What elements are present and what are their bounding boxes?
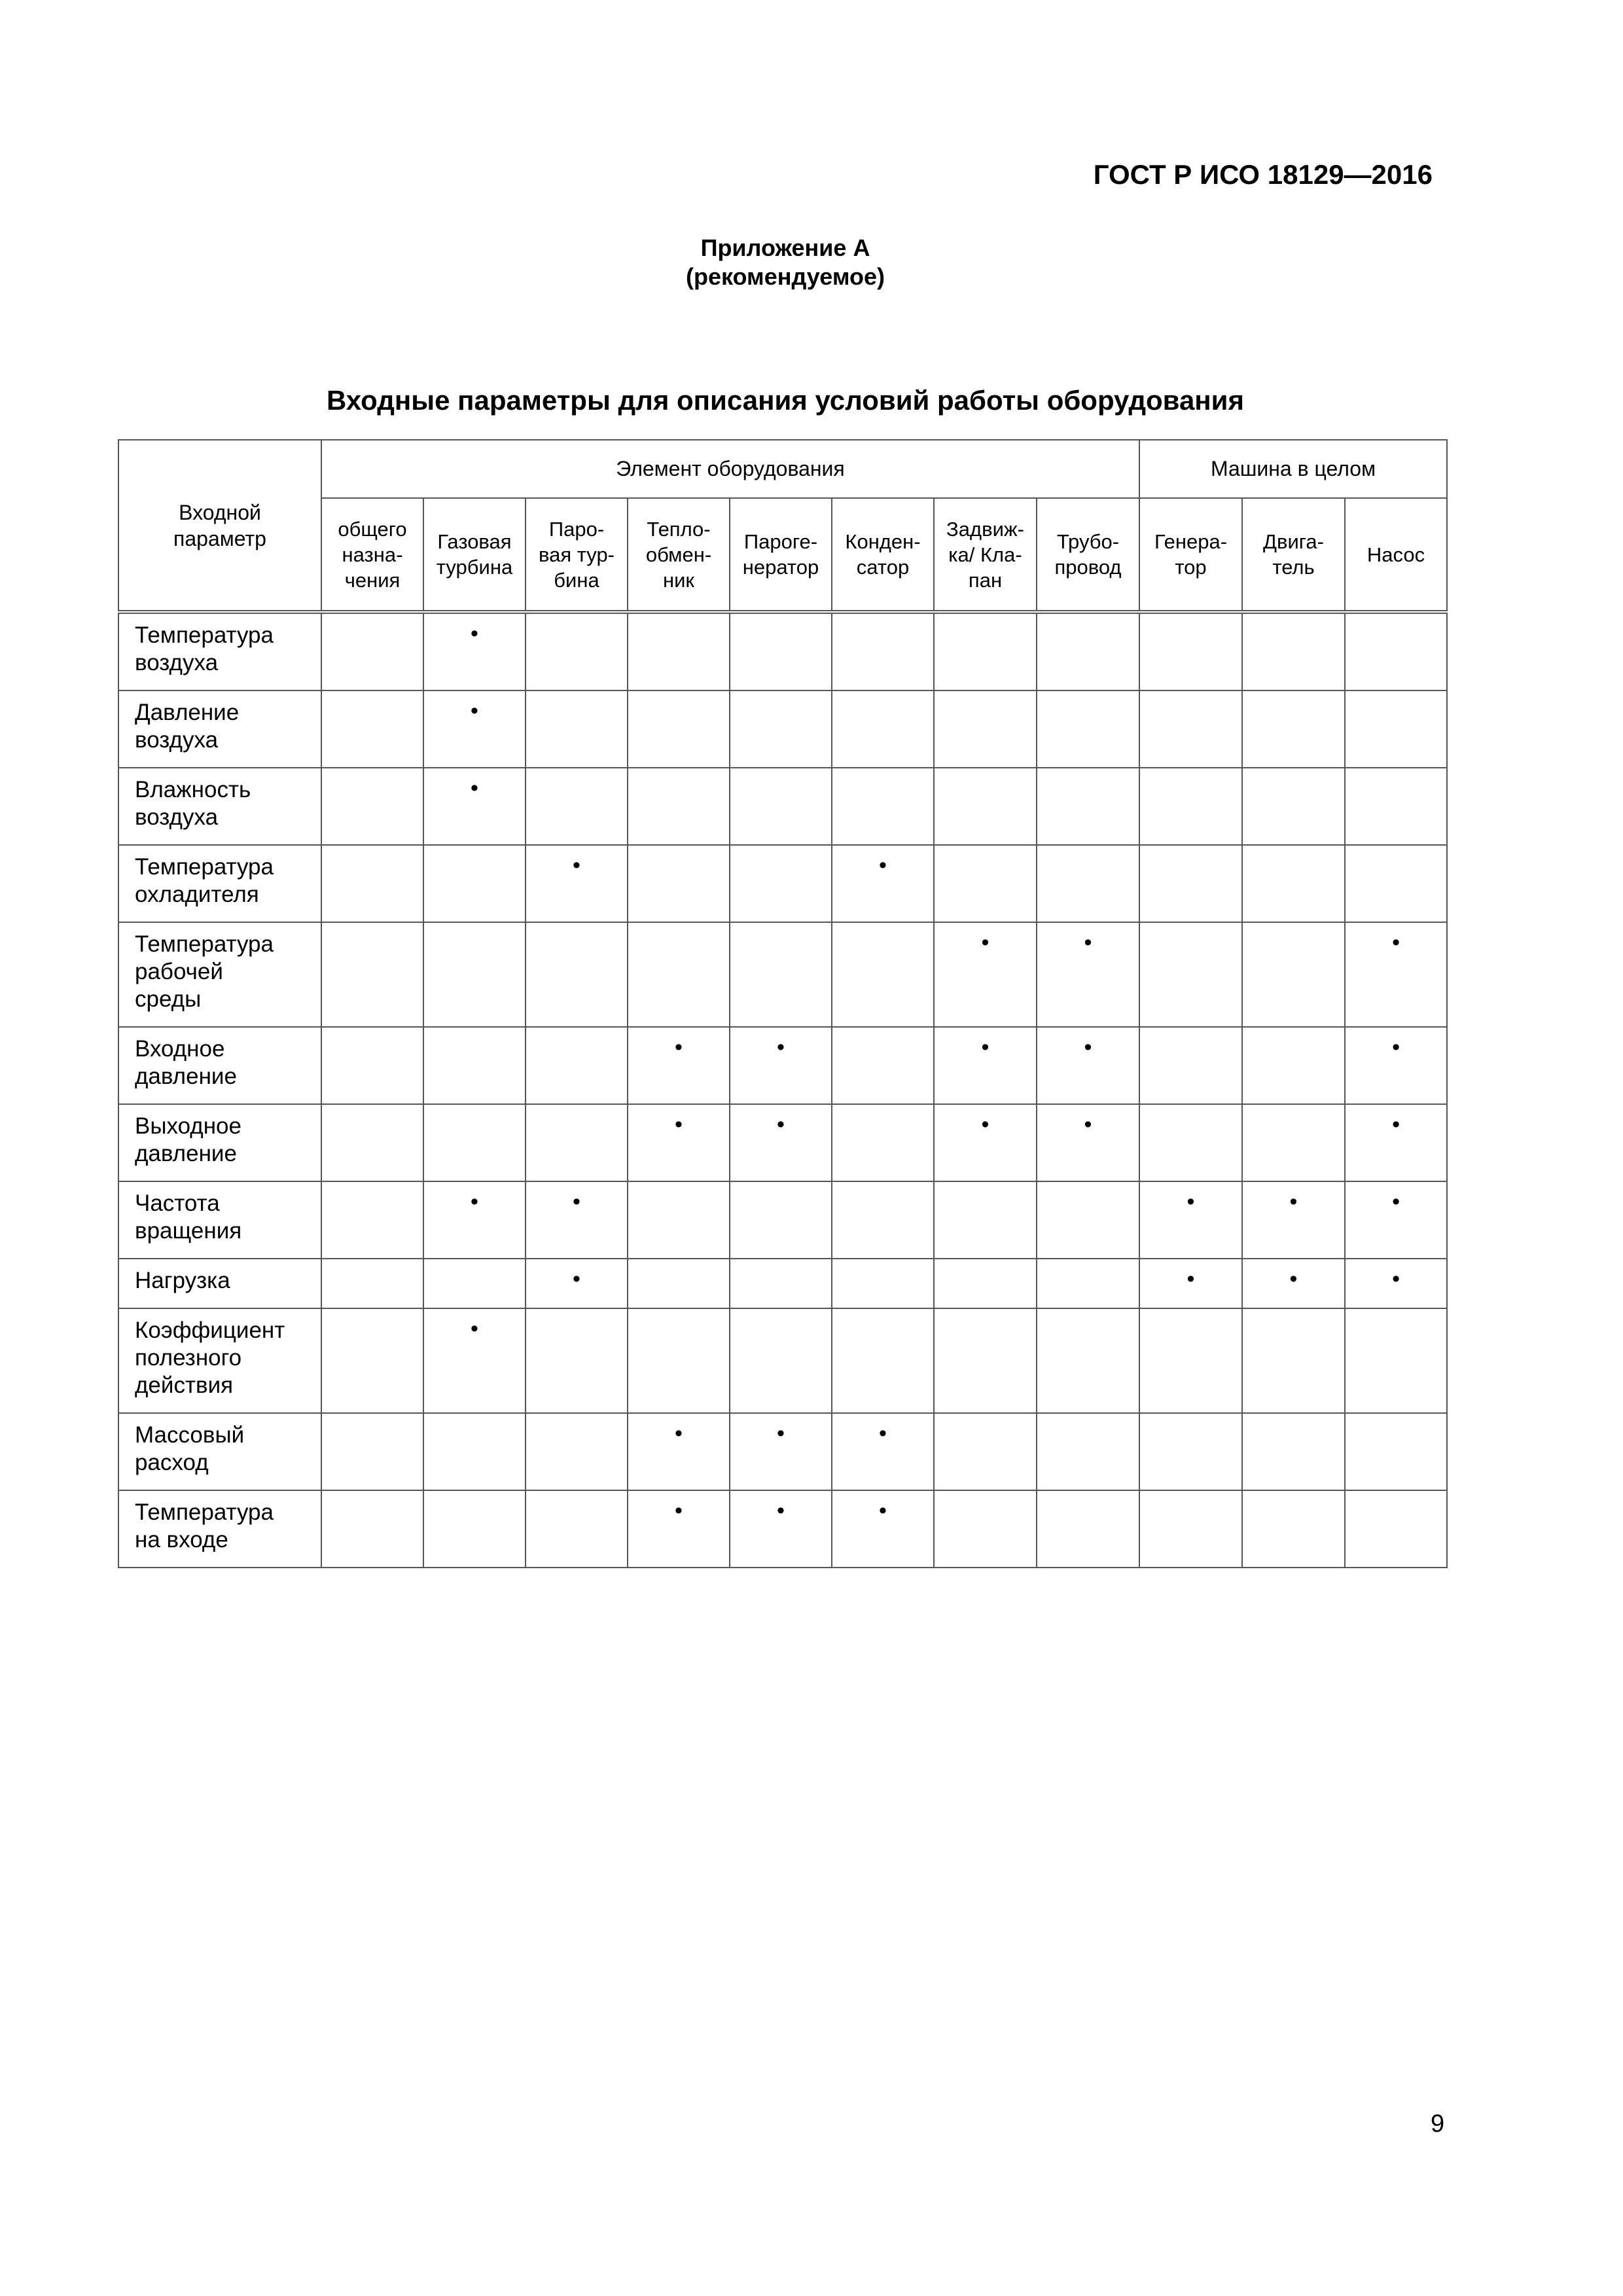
table-cell: [1345, 1181, 1447, 1259]
table-row: [118, 1413, 1447, 1490]
table-cell: [1242, 612, 1345, 691]
table-cell: [934, 1104, 1037, 1181]
row-label-line: Влажность: [135, 777, 251, 802]
table-cell: [321, 768, 423, 845]
table-cell: [1037, 1413, 1139, 1490]
bullet-mark: •: [777, 1498, 785, 1523]
bullet-mark: •: [981, 930, 990, 955]
row-label-line: Давление: [135, 700, 240, 725]
column-header: [832, 498, 934, 612]
table-cell: [1037, 691, 1139, 768]
column-header-line: провод: [1054, 556, 1122, 579]
table-cell: [1139, 1104, 1242, 1181]
column-header: [934, 498, 1037, 612]
column-header-line: назна-: [342, 543, 403, 566]
table-cell: [1345, 1308, 1447, 1413]
bullet-mark: •: [573, 853, 580, 878]
row-label: [118, 922, 321, 1027]
row-label-line: Температура: [135, 622, 274, 648]
column-header-line: Конден-: [845, 530, 921, 553]
table-cell: [1037, 1490, 1139, 1568]
table-cell: [934, 922, 1037, 1027]
table-cell: [1242, 1104, 1345, 1181]
table-cell: [1242, 1490, 1345, 1568]
row-label: [118, 691, 321, 768]
table-row: [118, 1259, 1447, 1308]
column-header-line: Пароге-: [743, 530, 818, 553]
table-cell: [832, 1413, 934, 1490]
table-cell: [1345, 691, 1447, 768]
table-cell: [526, 845, 628, 922]
table-row: [118, 1104, 1447, 1181]
table-cell: [423, 1490, 526, 1568]
table-cell: [628, 612, 730, 691]
bullet-mark: •: [879, 1498, 887, 1523]
table-cell: [1037, 1259, 1139, 1308]
table-cell: [526, 1181, 628, 1259]
param-column-header: [118, 440, 321, 612]
table-cell: [423, 691, 526, 768]
bullet-mark: •: [573, 1266, 580, 1291]
table-cell: [1037, 768, 1139, 845]
table-cell: [423, 845, 526, 922]
table-cell: [832, 845, 934, 922]
table-cell: [1037, 612, 1139, 691]
document-code: ГОСТ Р ИСО 18129—2016: [1093, 159, 1433, 190]
row-label-line: действия: [135, 1372, 234, 1398]
table-cell: [526, 1308, 628, 1413]
column-header: [1345, 498, 1447, 612]
row-label: [118, 1490, 321, 1568]
group-header-machine-whole: Машина в целом: [1139, 440, 1447, 498]
table-cell: [1345, 1259, 1447, 1308]
row-label: [118, 768, 321, 845]
appendix-status: (рекомендуемое): [686, 263, 885, 290]
bullet-mark: •: [471, 1189, 478, 1214]
table-cell: [832, 922, 934, 1027]
table-cell: [832, 1259, 934, 1308]
table-cell: [1345, 1413, 1447, 1490]
row-label-line: Нагрузка: [135, 1268, 230, 1293]
row-label-line: вращения: [135, 1218, 242, 1244]
param-header-line: параметр: [173, 526, 266, 550]
page-number: 9: [1431, 2110, 1445, 2138]
bullet-mark: •: [777, 1421, 785, 1446]
table-cell: [526, 922, 628, 1027]
row-label-line: давление: [135, 1141, 237, 1166]
row-label-line: Коэффициент: [135, 1318, 285, 1343]
column-header-line: Насос: [1366, 543, 1425, 566]
table-cell: [526, 768, 628, 845]
bullet-mark: •: [1084, 1035, 1092, 1060]
table-row: [118, 1308, 1447, 1413]
table-cell: [321, 612, 423, 691]
bullet-mark: •: [879, 1421, 887, 1446]
table-cell: [934, 1490, 1037, 1568]
table-cell: [628, 1413, 730, 1490]
row-label: [118, 1259, 321, 1308]
column-header-line: бина: [554, 568, 599, 592]
table-cell: [730, 1027, 832, 1104]
table-cell: [526, 1027, 628, 1104]
bullet-mark: •: [675, 1035, 683, 1060]
table-cell: [1242, 1259, 1345, 1308]
table-body: [118, 612, 1447, 1568]
table-cell: [934, 1259, 1037, 1308]
table-cell: [832, 1490, 934, 1568]
row-label-line: Входное: [135, 1036, 225, 1062]
column-header-line: вая тур-: [538, 543, 615, 566]
column-header-line: чения: [344, 568, 401, 592]
table-cell: [1242, 845, 1345, 922]
row-label-line: воздуха: [135, 727, 219, 753]
table-cell: [423, 1413, 526, 1490]
table-cell: [628, 922, 730, 1027]
table-cell: [832, 1308, 934, 1413]
row-label: [118, 612, 321, 691]
column-header-line: Паро-: [548, 517, 605, 541]
bullet-mark: •: [981, 1112, 990, 1137]
table-cell: [1242, 1027, 1345, 1104]
table-row: [118, 845, 1447, 922]
parameters-table: [118, 439, 1448, 1568]
row-label-line: рабочей: [135, 959, 223, 984]
row-label-line: Температура: [135, 931, 274, 957]
table-cell: [730, 1413, 832, 1490]
row-label-line: Частота: [135, 1191, 220, 1216]
row-label-line: Температура: [135, 854, 274, 880]
bullet-mark: •: [1392, 1266, 1400, 1291]
column-header: [321, 498, 423, 612]
bullet-mark: •: [1084, 1112, 1092, 1137]
table-cell: [730, 922, 832, 1027]
table-cell: [1242, 1308, 1345, 1413]
column-header: [526, 498, 628, 612]
table-cell: [423, 1259, 526, 1308]
table-row: [118, 691, 1447, 768]
column-header: [1037, 498, 1139, 612]
bullet-mark: •: [1186, 1266, 1195, 1291]
table-cell: [1139, 768, 1242, 845]
row-label-line: охладителя: [135, 882, 259, 907]
table-cell: [1139, 691, 1242, 768]
column-header-line: Трубо-: [1056, 530, 1120, 553]
bullet-mark: •: [471, 621, 478, 646]
column-header: [730, 498, 832, 612]
table-cell: [1037, 922, 1139, 1027]
table-cell: [1242, 1413, 1345, 1490]
table-cell: [1139, 1490, 1242, 1568]
table-cell: [1242, 1181, 1345, 1259]
table-cell: [730, 612, 832, 691]
table-cell: [423, 612, 526, 691]
bullet-mark: •: [777, 1035, 785, 1060]
table-cell: [628, 1027, 730, 1104]
table-cell: [832, 768, 934, 845]
bullet-mark: •: [879, 853, 887, 878]
table-cell: [321, 1027, 423, 1104]
bullet-mark: •: [675, 1498, 683, 1523]
column-header-line: турбина: [436, 556, 513, 579]
table-row: [118, 922, 1447, 1027]
column-header-line: Задвиж-: [946, 517, 1024, 541]
table-row: [118, 1027, 1447, 1104]
table-cell: [628, 1259, 730, 1308]
group-header-row: [118, 440, 1447, 498]
row-label: [118, 1181, 321, 1259]
row-label-line: расход: [135, 1450, 209, 1475]
table-cell: [934, 691, 1037, 768]
table-cell: [1139, 612, 1242, 691]
table-cell: [1139, 1308, 1242, 1413]
row-label-line: Массовый: [135, 1422, 245, 1448]
table-cell: [1345, 1490, 1447, 1568]
bullet-mark: •: [675, 1112, 683, 1137]
table-cell: [832, 1027, 934, 1104]
table-cell: [730, 768, 832, 845]
table-row: [118, 768, 1447, 845]
table-cell: [321, 845, 423, 922]
bullet-mark: •: [471, 698, 478, 723]
table-cell: [730, 845, 832, 922]
bullet-mark: •: [471, 776, 478, 800]
table-cell: [1345, 1027, 1447, 1104]
table-cell: [321, 1413, 423, 1490]
table-cell: [1139, 845, 1242, 922]
appendix-title: Приложение А: [700, 234, 870, 261]
bullet-mark: •: [1392, 1189, 1400, 1214]
column-header-line: пан: [968, 568, 1003, 592]
table-cell: [1037, 1027, 1139, 1104]
table-cell: [423, 1104, 526, 1181]
row-label-line: на входе: [135, 1527, 228, 1552]
table-cell: [628, 1104, 730, 1181]
table-cell: [321, 1181, 423, 1259]
table-cell: [321, 1259, 423, 1308]
column-header: [628, 498, 730, 612]
table-cell: [1139, 1259, 1242, 1308]
column-header: [1242, 498, 1345, 612]
column-header-line: тор: [1175, 556, 1207, 579]
table-cell: [628, 768, 730, 845]
row-label: [118, 1413, 321, 1490]
table-cell: [526, 1104, 628, 1181]
table-cell: [1037, 845, 1139, 922]
table-cell: [934, 845, 1037, 922]
table-cell: [321, 922, 423, 1027]
table-cell: [1139, 1413, 1242, 1490]
table-cell: [321, 1308, 423, 1413]
column-header: [423, 498, 526, 612]
table-cell: [1242, 768, 1345, 845]
table-cell: [628, 1181, 730, 1259]
row-label-line: Выходное: [135, 1113, 241, 1139]
column-header-line: ка/ Кла-: [948, 543, 1022, 566]
table-cell: [526, 691, 628, 768]
bullet-mark: •: [1084, 930, 1092, 955]
column-header-line: Генера-: [1154, 530, 1228, 553]
table-cell: [1037, 1104, 1139, 1181]
row-label: [118, 845, 321, 922]
table-cell: [526, 1259, 628, 1308]
table-cell: [832, 691, 934, 768]
table-cell: [934, 1413, 1037, 1490]
bullet-mark: •: [1289, 1189, 1298, 1214]
bullet-mark: •: [981, 1035, 990, 1060]
bullet-mark: •: [471, 1316, 478, 1341]
row-label: [118, 1308, 321, 1413]
table-row: [118, 612, 1447, 691]
table-cell: [730, 1104, 832, 1181]
table-cell: [1139, 1027, 1242, 1104]
column-header-line: ник: [663, 568, 694, 592]
bullet-mark: •: [675, 1421, 683, 1446]
column-header-line: нератор: [742, 556, 819, 579]
row-label-line: Температура: [135, 1499, 274, 1525]
table-cell: [628, 845, 730, 922]
row-label-line: воздуха: [135, 804, 219, 830]
table-cell: [423, 922, 526, 1027]
table-title: Входные параметры для описания условий работы оборудования: [327, 385, 1244, 416]
table-row: [118, 1181, 1447, 1259]
table-cell: [321, 1490, 423, 1568]
table-cell: [628, 691, 730, 768]
table-cell: [423, 1027, 526, 1104]
table-cell: [423, 768, 526, 845]
table-cell: [934, 768, 1037, 845]
table-cell: [730, 1259, 832, 1308]
column-header-line: общего: [338, 517, 407, 541]
column-header-line: обмен-: [645, 543, 712, 566]
row-label-line: полезного: [135, 1345, 242, 1371]
bullet-mark: •: [573, 1189, 580, 1214]
group-header-equipment-element: Элемент оборудования: [321, 440, 1139, 498]
param-header-line: Входной: [179, 500, 261, 524]
table-cell: [730, 691, 832, 768]
table-cell: [526, 1413, 628, 1490]
table-cell: [934, 1308, 1037, 1413]
row-label-line: воздуха: [135, 650, 219, 675]
table-row: [118, 1490, 1447, 1568]
table-cell: [628, 1308, 730, 1413]
table-cell: [832, 612, 934, 691]
table-cell: [1345, 1104, 1447, 1181]
table-cell: [1139, 1181, 1242, 1259]
bullet-mark: •: [1392, 1035, 1400, 1060]
table-cell: [1242, 691, 1345, 768]
table-cell: [1139, 922, 1242, 1027]
table-cell: [321, 691, 423, 768]
column-header: [1139, 498, 1242, 612]
table-cell: [1037, 1308, 1139, 1413]
table-cell: [423, 1181, 526, 1259]
table-cell: [1345, 768, 1447, 845]
table-cell: [1037, 1181, 1139, 1259]
bullet-mark: •: [777, 1112, 785, 1137]
row-label-line: среды: [135, 986, 202, 1012]
table-cell: [1345, 922, 1447, 1027]
row-label: [118, 1104, 321, 1181]
table-cell: [832, 1104, 934, 1181]
bullet-mark: •: [1392, 1112, 1400, 1137]
table-cell: [730, 1181, 832, 1259]
bullet-mark: •: [1186, 1189, 1195, 1214]
bullet-mark: •: [1289, 1266, 1298, 1291]
table-cell: [730, 1308, 832, 1413]
table-cell: [1345, 612, 1447, 691]
bullet-mark: •: [1392, 930, 1400, 955]
table-cell: [730, 1490, 832, 1568]
row-label-line: давление: [135, 1064, 237, 1089]
table-cell: [934, 1181, 1037, 1259]
table-cell: [934, 612, 1037, 691]
table-cell: [526, 1490, 628, 1568]
table-cell: [628, 1490, 730, 1568]
column-header-line: Газовая: [437, 530, 512, 553]
table-cell: [1345, 845, 1447, 922]
column-header-line: Тепло-: [647, 517, 711, 541]
table-cell: [832, 1181, 934, 1259]
table-cell: [1242, 922, 1345, 1027]
column-header-line: тель: [1272, 556, 1315, 579]
table-cell: [526, 612, 628, 691]
table-cell: [423, 1308, 526, 1413]
row-label: [118, 1027, 321, 1104]
table-cell: [934, 1027, 1037, 1104]
column-header-line: Двига-: [1263, 530, 1324, 553]
column-header-line: сатор: [856, 556, 910, 579]
table-cell: [321, 1104, 423, 1181]
